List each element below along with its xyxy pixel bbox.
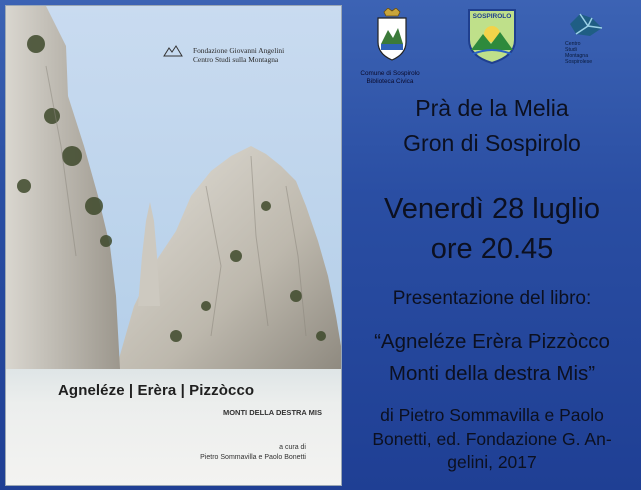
event-time: ore 20.45 — [430, 233, 554, 265]
event-date: Venerdì 28 luglio — [383, 193, 601, 225]
book-title: Agneléze | Erèra | Pizzòcco — [58, 382, 255, 399]
book-title-quote-line1: “Agneléze Erèra Pizzòcco — [374, 330, 610, 353]
sospirolo-badge-icon — [467, 8, 517, 64]
centro-caption-line2: Studi — [565, 47, 577, 53]
publisher-line2: Centro Studi sulla Montagna — [193, 55, 279, 64]
book-cover — [6, 6, 341, 485]
comune-crest-icon — [372, 8, 412, 64]
centro-studi-icon — [566, 10, 606, 40]
badge-text: SOSPIROLO — [472, 13, 512, 20]
comune-caption — [350, 70, 430, 86]
centro-caption-line4: Sospirolese — [565, 59, 593, 65]
book-title-quote-line2: Monti della destra Mis” — [388, 362, 596, 385]
centro-caption — [565, 41, 615, 65]
event-place-line1: Prà de la Melia — [415, 95, 569, 121]
authors-line2: Bonetti, ed. Fondazione G. An- — [372, 428, 612, 449]
comune-caption-line2: Biblioteca Civica — [366, 78, 414, 85]
comune-caption-line1: Comune di Sospirolo — [360, 70, 420, 77]
curated-label: a cura di — [279, 444, 306, 451]
centro-caption-line3: Montagna — [565, 53, 589, 59]
book-curators — [162, 443, 306, 463]
book-authors — [343, 404, 641, 475]
publisher-logo-icon — [163, 44, 183, 58]
authors-line1: di Pietro Sommavilla e Paolo — [380, 405, 604, 425]
authors-line3: gelini, 2017 — [447, 452, 537, 472]
book-presentation-intro: Presentazione del libro: — [392, 288, 592, 309]
curated-names: Pietro Sommavilla e Paolo Bonetti — [200, 454, 306, 461]
centro-caption-line1: Centro — [565, 41, 581, 47]
publisher-line1: Fondazione Giovanni Angelini — [193, 46, 285, 55]
event-place-line2: Gron di Sospirolo — [403, 130, 581, 156]
book-subtitle: MONTI DELLA DESTRA MIS — [222, 408, 322, 417]
